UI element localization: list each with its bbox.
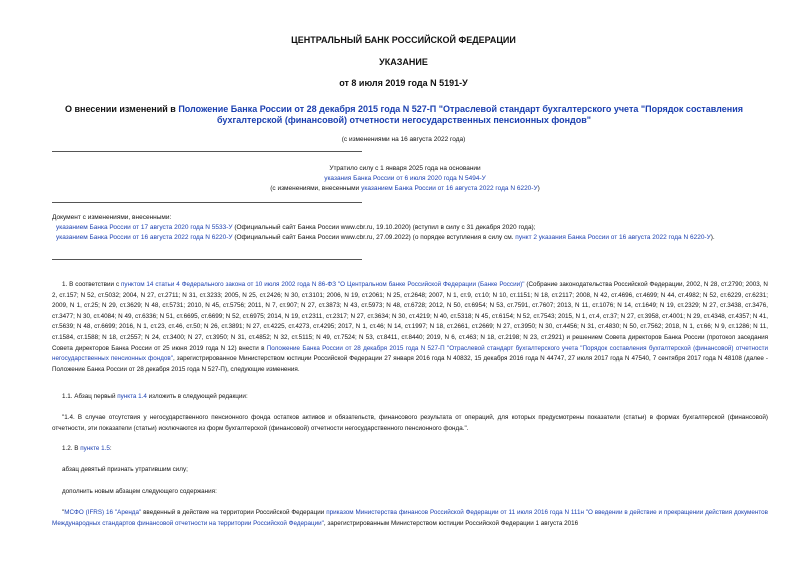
divider [52, 151, 362, 152]
doc-title [48, 104, 760, 126]
paragraph-2: 1.1. Абзац первый пункта 1.4 изложить в следующей редакции: [62, 393, 248, 400]
paragraph-5: абзац девятый признать утратившим силу; [62, 466, 188, 473]
changes-item-link[interactable]: пункт 2 указания Банка России от 16 августа 2022 года N 6220-У [515, 234, 711, 241]
lost-force-note [180, 164, 630, 194]
paragraph-3: "1.4. В случае отсутствия у негосударственного пенсионного фонда остатков активов и обязательств, финансового результата от операций, для которых предусмотрены показатели (статьи) в формах бухгалтерской (финансовой) отчетности, эти показатели (статьи) исключаются из форм бухгалтерской (финансовой) отчетности негосударственного пенсионного фонда.". [52, 414, 768, 432]
paragraph-6: дополнить новым абзацем следующего содержания: [62, 488, 217, 495]
doc-type: УКАЗАНИЕ [379, 57, 428, 67]
changes-label: Документ с изменениями, внесенными: [52, 214, 172, 221]
paragraph-1: 1. В соответствии с пунктом 14 статьи 4 Федерального закона от 10 июля 2002 года N 86-ФЗ "О Центральном банке Российской Федерации (Банке России)" (Собрание законодательства Российской Федерации, 2002, N 28, ст.2790; 2003, N 2, ст.157; N 52, ст.5032; 2004, N 27, ст.2711; N 31, ст.3233; 2005, N 25, ст.2426; N 30, ст.3101; 2006, N 19, ст.2061; N 25, ст.2648; 2007, N 1, ст.9, ст.10; N 10, ст.1151; N 18, ст.2117; 2008, N 42, ст.4696, ст.4699; N 44, ст.4982; N 52, ст.6229, ст.6231; 2009, N 1, ст.25; N 29, ст.3629; N 48, ст.5731; 2010, N 45, ст.5756; 2011, N 7, ст.907; N 27, ст.3873; N 43, ст.5973; N 48, ст.6728; 2012, N 50, ст.6954; N 53, ст.7591, ст.7607; 2013, N 11, ст.1076; N 14, ст.1649; N 19, ст.2329; N 27, ст.3438, ст.3476, ст.3477; N 30, ст.4084; N 49, ст.6336; N 51, ст.6695, ст.6699; N 52, ст.6975; 2014, N 19, ст.2311, ст.2317; N 27, ст.3634; N 30, ст.4219; N 40, ст.5318; N 45, ст.6154; N 52, ст.7543; 2015, N 1, ст.4, ст.37; N 27, ст.3958, ст.4001; N 29, ст.4348, ст.4357; N 41, ст.5639; N 48, ст.6699; 2016, N 1, ст.23, ст.46, ст.50; N 26, ст.3891; N 27, ст.4225, ст.4273, ст.4295; 2017, N 1, ст.46; N 14, ст.1997; N 18, ст.2661, ст.2669; N 27, ст.3950; N 30, ст.4456; N 31, ст.4830; N 50, ст.7562; 2018, N 1, ст.66; N 9, ст.1286; N 11, ст.1584, ст.1588; N 18, ст.2557; N 24, ст.3400; N 27, ст.3950; N 31, ст.4852; N 32, ст.5115; N 49, ст.7524; N 53, ст.8411, ст.8440; 2019, N 6, ст.463; N 18, ст.2198; N 23, ст.2921) и решением Совета директоров Банка России (протокол заседания Совета директоров Банка России от 25 июня 2019 года N 12) внести в Положение Банка России от 28 декабря 2015 года N 527-П "Отраслевой стандарт бухгалтерского учета "Порядок составления бухгалтерской (финансовой) отчетности негосударственных пенсионных фондов", зарегистрированное Министерством юстиции Российской Федерации 27 января 2016 года N 40832, 15 декабря 2016 года N 44747, 27 июля 2017 года N 47540, 7 сентября 2017 года N 48108 (далее - Положение Банка России от 28 декабря 2015 года N 527-П), следующие изменения. [52, 281, 769, 373]
paragraph-4: 1.2. В пункте 1.5: [62, 445, 112, 452]
changes-list [52, 213, 772, 243]
lost-force-amend: (с изменениями, внесенными указанием Банка России от 16 августа 2022 года N 6220-У) [270, 185, 540, 192]
lost-force-link-2[interactable]: указанием Банка России от 16 августа 2022 года N 6220-У [361, 185, 538, 192]
paragraph-7: "МСФО (IFRS) 16 "Аренда" введенный в действие на территории Российской Федерации приказом Министерства финансов Российской Федерации от 11 июля 2016 года N 111н "О введении в действие и прекращении действия документов Международных стандартов финансовой отчетности на территории Российской Федерации", зарегистрированным Министерством юстиции Российской Федерации 1 августа 2016 [52, 509, 768, 527]
doc-date-number: от 8 июля 2019 года N 5191-У [339, 78, 468, 88]
order-link[interactable]: приказом Министерства финансов Российской Федерации от 11 июля 2016 года N 111н "О введении в действие и прекращении действия документов Международных стандартов финансовой отчетности на территории Российской Федерации" [52, 509, 768, 527]
doc-subtitle: (с изменениями на 16 августа 2022 года) [341, 136, 466, 143]
title-link[interactable]: Положение Банка России от 28 декабря 2015 года N 527-П "Отраслевой стандарт бухгалтерского учета "Порядок составления бухгалтерской (финансовой) отчетности негосударственных пенсионных фондов" [178, 104, 743, 125]
lost-force-line: Утратило силу с 1 января 2025 года на основании [329, 165, 481, 172]
changes-item: указанием Банка России от 16 августа 2022 года N 6220-У (Официальный сайт Банка России www.cbr.ru, 27.09.2022) (о порядке вступления в силу см. пункт 2 указания Банка России от 16 августа 2022 года N 6220-У). [56, 234, 715, 241]
divider [52, 259, 362, 260]
changes-item: указанием Банка России от 17 августа 2020 года N 5533-У (Официальный сайт Банка России www.cbr.ru, 19.10.2020) (вступил в силу с 31 декабря 2020 года); [56, 224, 536, 231]
bank-name: ЦЕНТРАЛЬНЫЙ БАНК РОССИЙСКОЙ ФЕДЕРАЦИИ [291, 35, 516, 45]
changes-item-link[interactable]: указанием Банка России от 17 августа 2020 года N 5533-У [56, 224, 233, 231]
clause-link[interactable]: пункте 1.5 [80, 445, 110, 452]
regulation-link[interactable]: Положение Банка России от 28 декабря 2015 года N 527-П "Отраслевой стандарт бухгалтерского учета "Порядок составления бухгалтерской (финансовой) отчетности негосударственных пенсионных фондов" [52, 344, 768, 363]
divider [52, 202, 362, 203]
ifrs-link[interactable]: МСФО (IFRS) 16 "Аренда" [64, 509, 142, 516]
law-link[interactable]: пунктом 14 статьи 4 Федерального закона от 10 июля 2002 года N 86-ФЗ "О Центральном банке Российской Федерации (Банке России)" [121, 281, 525, 288]
title-prefix: О внесении изменений в [65, 104, 179, 114]
lost-force-link[interactable]: указания Банка России от 6 июля 2020 года N 5494-У [324, 175, 486, 182]
changes-item-link[interactable]: указанием Банка России от 16 августа 2022 года N 6220-У [56, 234, 233, 241]
clause-link[interactable]: пункта 1.4 [117, 393, 147, 400]
